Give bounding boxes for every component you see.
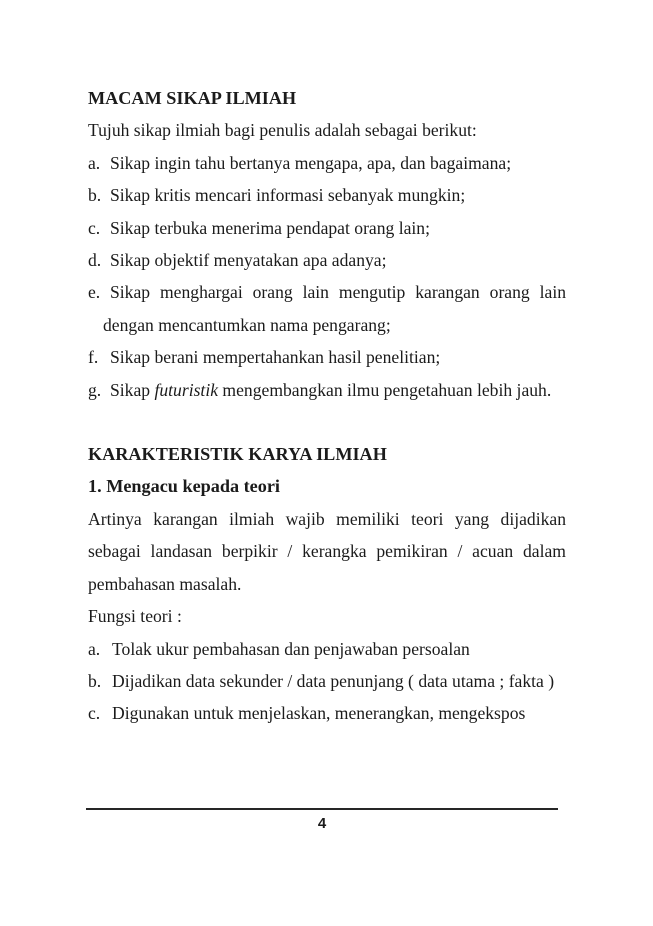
list-marker: g. (88, 379, 102, 400)
section2-heading: KARAKTERISTIK KARYA ILMIAH (88, 444, 387, 465)
list-item-text: Sikap terbuka menerima pendapat orang lain; (110, 217, 430, 238)
list-item (88, 665, 566, 697)
list-item-text: Sikap menghargai orang lain mengutip karangan orang lain dengan mencantumkan nama pengarang; (103, 282, 566, 335)
page-content (88, 82, 566, 730)
section2-subheading: 1. Mengacu kepada teori (88, 476, 280, 497)
list-marker: c. (88, 217, 101, 238)
list-item (88, 341, 566, 373)
list-item-text: Sikap berani mempertahankan hasil penelitian; (110, 347, 441, 368)
page-footer (86, 808, 558, 832)
list-item-text: Digunakan untuk menjelaskan, menerangkan, mengekspos (112, 703, 526, 724)
list-item-text: Tolak ukur pembahasan dan penjawaban persoalan (112, 638, 470, 659)
list-marker: e. (88, 282, 101, 303)
list-item (88, 374, 566, 406)
list-marker: a. (88, 152, 101, 173)
fungsi-teori-label: Fungsi teori : (88, 606, 182, 627)
list-item-text: Sikap (110, 379, 155, 400)
page-number: 4 (317, 815, 327, 832)
list-item (88, 697, 566, 729)
fungsi-teori-list (88, 633, 566, 730)
list-item (88, 212, 566, 244)
list-marker: b. (88, 185, 102, 206)
list-marker: d. (88, 250, 102, 271)
section1-intro: Tujuh sikap ilmiah bagi penulis adalah sebagai berikut: (88, 120, 477, 141)
list-marker: f. (88, 347, 99, 368)
list-item (88, 633, 566, 665)
footer-divider (86, 808, 558, 810)
list-marker: a. (88, 638, 101, 659)
list-item-text: Sikap kritis mencari informasi sebanyak mungkin; (110, 185, 466, 206)
list-item (88, 179, 566, 211)
section2-paragraph: Artinya karangan ilmiah wajib memiliki teori yang dijadikan sebagai landasan berpikir / kerangka pemikiran / acuan dalam pembahasan masalah. (88, 508, 566, 594)
italic-term: futuristik (154, 379, 219, 400)
list-item-text: Sikap objektif menyatakan apa adanya; (110, 250, 387, 271)
section1-heading: MACAM SIKAP ILMIAH (88, 88, 297, 108)
sikap-ilmiah-list (88, 147, 566, 406)
list-item-text: Dijadikan data sekunder / data penunjang ( data utama ; fakta ) (112, 670, 555, 691)
list-marker: b. (88, 670, 102, 691)
list-item-text: mengembangkan ilmu pengetahuan lebih jauh. (218, 379, 552, 400)
list-marker: c. (88, 703, 101, 724)
list-item-text: Sikap ingin tahu bertanya mengapa, apa, dan bagaimana; (110, 152, 512, 173)
list-item (88, 244, 566, 276)
list-item (88, 276, 566, 341)
list-item (88, 147, 566, 179)
